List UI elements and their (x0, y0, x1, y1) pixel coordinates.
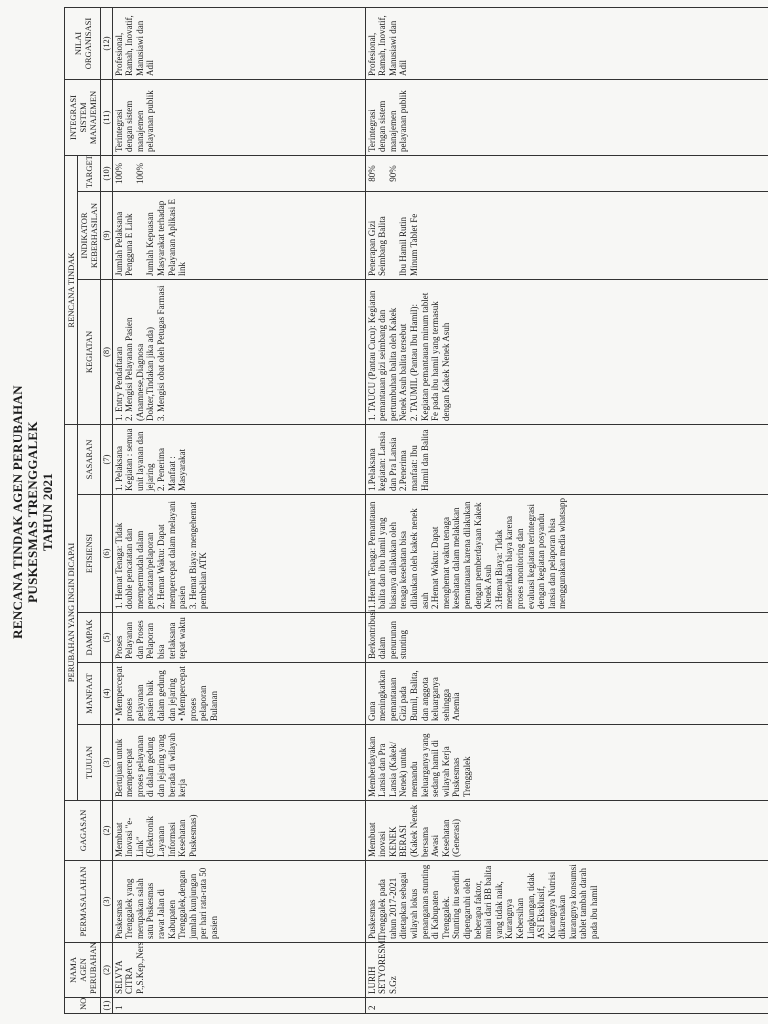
header-indikator: INDIKATOR KEBERHASILAN (78, 192, 101, 280)
cell-gagasan: Membuat inovasi KENEK BERASI (Kakek Nenek bersama Awasi Kesehatan (Generasi) (365, 801, 768, 861)
header-integrasi: INTEGRASI SISTEM MANAJEMEN (65, 80, 101, 156)
cell-nilai: Profesional, Ramah, Inovatif, Manusiawi dan Adil (112, 8, 365, 80)
action-plan-table (64, 7, 768, 1014)
header-permasalahan: PERMASALAHAN (65, 861, 101, 943)
cell-target: 100% 100% (112, 156, 365, 192)
table-row (112, 8, 365, 1014)
document-organization: PUSKESMAS TRENGGALEK (25, 421, 40, 603)
column-number: (2) (101, 801, 113, 861)
cell-manfaat: Guna meningkatkan pemantauan Gizi pada Bumil, Balita, dan anggota keluarganya sehingga Anemia (365, 663, 768, 725)
cell-no: 2 (365, 998, 768, 1014)
header-dampak: DAMPAK (78, 613, 101, 663)
column-number: (3) (101, 861, 113, 943)
column-number-row (101, 8, 113, 1014)
cell-efisiensi: 1. Hemat Tenaga: Tidak double pencatatan dan mempermudah dalam pencatatan/pelaporan 2. Hemat Waktu: Dapat mempercepat dalam melayani pasien 3. Hemat Biaya: mengehemat pembelian ATK (112, 495, 365, 613)
column-number: (3) (101, 725, 113, 801)
cell-tujuan: Memberdayakan Lansia dan Pra Lansia (Kakek/ Nenek) untuk memandu keluarganya yang sedang hamil di wilayah Kerja Puskesmas Trenggalek (365, 725, 768, 801)
header-group-rencana: RENCANA TINDAK (65, 156, 78, 425)
header-kegiatan: KEGIATAN (78, 280, 101, 425)
column-number: (4) (101, 663, 113, 725)
column-number: (1) (101, 998, 113, 1014)
header-nilai: NILAI ORGANISASI (65, 8, 101, 80)
column-number: (8) (101, 280, 113, 425)
cell-nama: LURIH SETYORESMI, S.Gz (365, 943, 768, 998)
column-number: (6) (101, 495, 113, 613)
cell-indikator: Jumlah Pelaksana Pengguna E Link Jumlah Kepuasan Masyarakat terhadap Pelayanan Aplikasi E link (112, 192, 365, 280)
cell-kegiatan: 1. Entry Pendaftaran 2. Mengisi Pelayanan Pasien (Anamnese,Diagnosa Dokter,Tindakan jika ada) 3. Mengisi obat oleh Petugas Farmasi (112, 280, 365, 425)
header-nama: NAMA AGEN PERUBAHAN (65, 943, 101, 998)
header-gagasan: GAGASAN (65, 801, 101, 861)
cell-sasaran: 1.Pelaksana kegiatan: Lansia dan Pra Lansia 2.Penerima manfaat: Ibu Hamil dan Balita (365, 425, 768, 495)
cell-efisiensi: 1.Hemat Tenaga: Pemantauan balita dan ibu hamil yang biasanya dilakukan oleh tenaga kesehatan bisa dilakukan oleh kakek nenek asuh 2.Hemat Waktu: Dapat menghemat waktu tenaga kesehatan dalam melakukan pemantauan karena dilakukan dengan pemberdayaan Kakek Nenek Asuh 3.Hemat Biaya: Tidak memerlukan biaya karena proses monitoring dan evaluasi kegiatan terintegrasi dengan kegiatan posyandu lansia dan pelaporan bisa menggunakan media whatsapp (365, 495, 768, 613)
cell-dampak: Proses Pelayanan dan Proses Pelaporan bisa terlaksana tepat waktu (112, 613, 365, 663)
header-efisiensi: EFISIENSI (78, 495, 101, 613)
column-number: (2) (101, 943, 113, 998)
column-number: (10) (101, 156, 113, 192)
column-number: (5) (101, 613, 113, 663)
header-row-1 (65, 8, 78, 1014)
cell-target: 80% 90% (365, 156, 768, 192)
column-number: (9) (101, 192, 113, 280)
cell-dampak: Berkontribusi dalam penurunan stunting (365, 613, 768, 663)
table-row (365, 8, 768, 1014)
header-no: NO (65, 998, 101, 1014)
cell-permasalahan: Puskesmas Trenggalek yang merupakan salah satu Puskesmas rawat Jalan di Kabupaten Trenggalek,dengan jumlah kunjungan per hari rata-rata 50 pasien (112, 861, 365, 943)
cell-kegiatan: 1. TAUCU (Pantau Cucu): Kegiatan pemantauan gizi seimbang dan pertumbuhan balita oleh Kakek Nenek Asuh balita tersebut 2. TAUMIL (Pantau Ibu Hamil): Kegiatan pemantauan minum tablet Fe pada ibu hamil yang termasuk dengan Kakek Nenek Asuh (365, 280, 768, 425)
column-number: (7) (101, 425, 113, 495)
cell-sasaran: 1. Pelaksana Kegiatan : semua unit layanan dan jejaring 2. Penerima Manfaat : Masyarakat (112, 425, 365, 495)
cell-permasalahan: Puskesmas Trenggalek pada tahun 2017-2021 ditetapkan sebagai wilayah lokus penanganan stunting di Kabupaten Trenggalek. Stunting itu sendiri dipengaruhi oleh beberapa faktor, mulai dari BB balita yang tidak naik, Kurangnya Kebersihan Lingkungan, tidak ASI Eksklusif, Kurangnya Nutrisi dikarenakan kurangnya konsumsi tablet tambah darah pada ibu hamil (365, 861, 768, 943)
cell-tujuan: Bertujuan untuk mempercepat proses pelayanan di dalam gedung dan jejaring yang berada di wilayah kerja (112, 725, 365, 801)
cell-gagasan: Membuat Inovasi "e-Link" (Elektronik Layanan Informasi Kesehatan Puskesmas) (112, 801, 365, 861)
header-target: TARGET (78, 156, 101, 192)
column-number: (12) (101, 8, 113, 80)
header-group-perubahan: PERUBAHAN YANG INGIN DICAPAI (65, 425, 78, 801)
header-tujuan: TUJUAN (78, 725, 101, 801)
header-manfaat: MANFAAT (78, 663, 101, 725)
cell-manfaat: • Mempercepat proses pelayanan pasien baik dalam gedung dan jejaring • Mempercepat proses pelaporan Bulanan (112, 663, 365, 725)
cell-integrasi: Terintegrasi dengan sistem manajemen pelayanan publik (112, 80, 365, 156)
document-header (0, 0, 62, 1024)
cell-integrasi: Terintegrasi dengan sistem manajemen pelayanan publik (365, 80, 768, 156)
cell-no: 1 (112, 998, 365, 1014)
column-number: (11) (101, 80, 113, 156)
cell-indikator: Penerapan Gizi Seimbang Balita Ibu Hamil Rutin Minum Tablet Fe (365, 192, 768, 280)
cell-nama: SELVYA CITRA P.,S.Kep.,Ners (112, 943, 365, 998)
document-title: RENCANA TINDAK AGEN PERUBAHAN (10, 385, 25, 639)
cell-nilai: Profesional, Ramah, Inovatif, Manusiawi dan Adil (365, 8, 768, 80)
header-sasaran: SASARAN (78, 425, 101, 495)
document-year: TAHUN 2021 (40, 472, 55, 552)
